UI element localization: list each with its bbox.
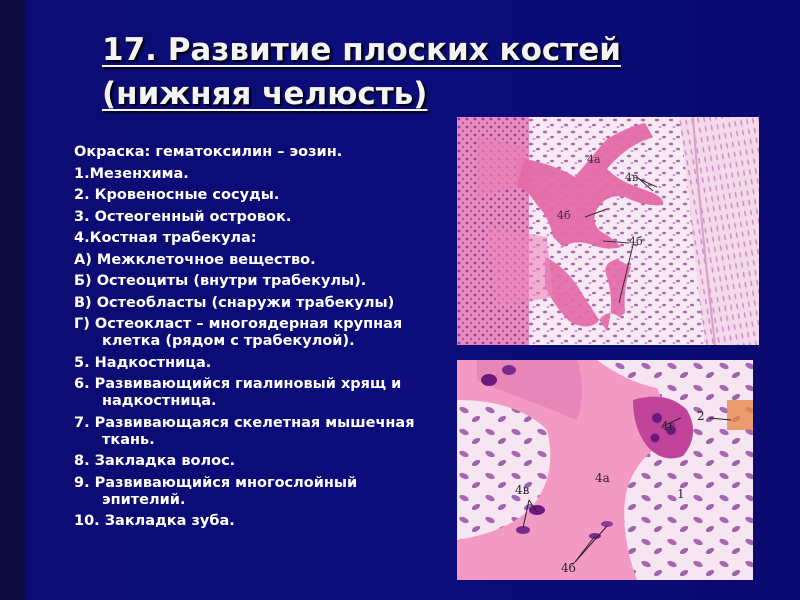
label-4b-top-2: 4б <box>629 235 643 248</box>
legend-item-5: 5. Надкостница. <box>74 354 212 371</box>
legend-item-4g: Г) Остеокласт – многоядерная крупная клетка (рядом с трабекулой). <box>74 316 403 349</box>
label-4v-top: 4в <box>625 171 639 184</box>
micrograph-high-magnification <box>457 360 753 580</box>
legend-item-6: 6. Развивающийся гиалиновый хрящ и надкостница. <box>74 376 402 409</box>
legend-item-4: 4.Костная трабекула: <box>74 230 257 246</box>
label-2-bottom: 2 <box>697 409 705 423</box>
title-line-2: (нижняя челюсть) <box>102 76 428 112</box>
legend-item-10: 10. Закладка зуба. <box>74 513 235 529</box>
title-line-1: 17. Развитие плоских костей <box>102 32 621 68</box>
legend-item-4a: А) Межклеточное вещество. <box>74 251 316 268</box>
label-4v-bottom: 4в <box>515 483 530 497</box>
legend-item-4b: Б) Остеоциты (внутри трабекулы). <box>74 273 367 289</box>
legend-item-4v: В) Остеобласты (снаружи трабекулы) <box>74 294 395 311</box>
slide-title <box>102 28 662 116</box>
legend-item-3: 3. Остеогенный островок. <box>74 208 292 225</box>
legend-list <box>74 144 434 535</box>
label-4b-top: 4б <box>557 209 571 222</box>
legend-item-9: 9. Развивающийся многослойный эпителий. <box>74 474 358 508</box>
micrograph-bottom-drawing <box>457 360 753 580</box>
label-1-bottom: 1 <box>677 487 685 501</box>
micrograph-top-drawing <box>457 117 759 345</box>
label-4a-bottom: 4а <box>595 471 610 485</box>
legend-item-7: 7. Развивающаяся скелетная мышечная ткань. <box>74 414 415 448</box>
label-4a-top: 4а <box>587 153 601 166</box>
micrograph-low-magnification <box>457 117 759 345</box>
legend-item-2: 2. Кровеносные сосуды. <box>74 187 280 203</box>
label-4b-bottom: 4б <box>561 561 576 575</box>
legend-item-1: 1.Мезенхима. <box>74 165 189 182</box>
label-4g-bottom: 4г <box>661 419 675 433</box>
legend-item-stain: Окраска: гематоксилин – эозин. <box>74 144 343 160</box>
legend-item-8: 8. Закладка волос. <box>74 453 236 469</box>
